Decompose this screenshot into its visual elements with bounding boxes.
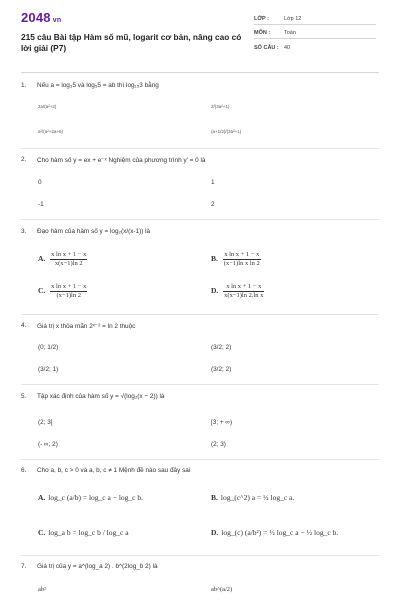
page-title: 215 câu Bài tập Hàm số mũ, logarit cơ bản, nâng cao có lời giải (P7) bbox=[21, 32, 242, 53]
question-number: 4. bbox=[21, 322, 27, 329]
option-d[interactable]: 2 bbox=[211, 201, 215, 208]
option-d[interactable] bbox=[211, 283, 264, 300]
option-fraction bbox=[223, 283, 264, 300]
fraction-denominator: x(x−1)ln 2.ln x bbox=[224, 292, 264, 299]
meta-class-key: LỚP : bbox=[254, 16, 269, 22]
option-letter: A. bbox=[38, 254, 46, 264]
option-expression: log_(c) (a/b²) = ½ log_c a − ½ log_c b. bbox=[221, 528, 339, 537]
option-b[interactable]: [3; + ∞) bbox=[211, 419, 233, 426]
option-letter: A. bbox=[38, 493, 46, 502]
option-letter: C. bbox=[38, 286, 46, 296]
question-number: 1. bbox=[21, 82, 27, 89]
option-a[interactable]: 2a/(a²+2) bbox=[38, 104, 57, 109]
site-logo[interactable] bbox=[21, 10, 61, 25]
question-number: 5. bbox=[21, 393, 27, 400]
logo-text: 2048 bbox=[21, 10, 51, 25]
fraction-numerator: x ln x + 1 − x bbox=[223, 283, 264, 292]
option-c[interactable]: -1 bbox=[38, 201, 44, 208]
question-text: Tập xác định của hàm số y = √(log₂(x − 2)) là bbox=[37, 393, 165, 400]
fraction-numerator: x ln x + 1 − x bbox=[51, 283, 87, 290]
option-fraction bbox=[50, 251, 87, 268]
option-b[interactable]: 2/(3a²+1) bbox=[211, 104, 230, 109]
option-letter: D. bbox=[211, 528, 219, 537]
option-expression: log_(c^2) a = ½ log_c a. bbox=[220, 493, 295, 502]
fraction-denominator: (x−1)ln 2 bbox=[56, 292, 81, 299]
option-letter: D. bbox=[211, 286, 219, 296]
question-divider bbox=[21, 555, 379, 556]
option-fraction bbox=[223, 251, 261, 268]
option-a[interactable] bbox=[38, 251, 87, 268]
logo-suffix: vn bbox=[52, 17, 62, 24]
option-b[interactable] bbox=[211, 493, 294, 502]
fraction-denominator: x(x−1)ln 2 bbox=[54, 260, 83, 267]
question-divider bbox=[21, 314, 379, 315]
option-d[interactable]: (a+1/2)/(3a²+1) bbox=[211, 129, 242, 134]
meta-divider bbox=[254, 24, 376, 25]
question-number: 6. bbox=[21, 467, 27, 474]
option-a[interactable]: ab² bbox=[38, 586, 46, 593]
question-text: Giá trị của y = a^(log_a 2) . b^(2log_b 2) là bbox=[37, 563, 158, 570]
option-b[interactable]: 1 bbox=[211, 179, 215, 186]
question-divider bbox=[21, 219, 379, 220]
option-b[interactable]: ab^(a/2) bbox=[211, 586, 233, 593]
option-a[interactable]: (2; 3] bbox=[38, 419, 53, 426]
option-c[interactable] bbox=[38, 528, 129, 537]
page-header bbox=[0, 0, 400, 70]
option-c[interactable]: a²/(a²+2a+6) bbox=[38, 129, 64, 134]
question-text: Cho a, b, c > 0 và a, b, c ≠ 1 Mệnh đề nào sau đây sai bbox=[37, 467, 191, 474]
fraction-numerator: x ln x + 1 − x bbox=[51, 251, 87, 258]
question-number: 7. bbox=[21, 563, 27, 570]
fraction-denominator: (x−1)ln x ln 2 bbox=[223, 260, 260, 267]
option-b[interactable] bbox=[211, 251, 261, 268]
option-fraction bbox=[50, 283, 87, 300]
header-divider bbox=[21, 72, 379, 73]
question-number: 3. bbox=[21, 228, 27, 235]
option-letter: B. bbox=[211, 254, 218, 264]
question-divider bbox=[21, 459, 379, 460]
question-number: 2. bbox=[21, 156, 27, 163]
option-c[interactable]: (3/2; 1) bbox=[38, 366, 59, 373]
question-divider bbox=[21, 384, 379, 385]
option-letter: C. bbox=[38, 528, 46, 537]
option-c[interactable] bbox=[38, 283, 87, 300]
option-a[interactable]: 0 bbox=[38, 179, 42, 186]
question-text: Cho hàm số y = ex + e⁻ˣ Nghiệm của phương trình y' = 0 là bbox=[37, 157, 206, 164]
option-d[interactable] bbox=[211, 528, 338, 537]
option-d[interactable]: (3/2; 2) bbox=[211, 366, 232, 373]
meta-subject-key: MÔN : bbox=[254, 30, 271, 36]
question-text: Đạo hàm của hàm số y = log₂(x/(x-1)) là bbox=[37, 228, 151, 235]
option-c[interactable]: (- ∞; 2) bbox=[38, 441, 58, 448]
option-a[interactable] bbox=[38, 493, 143, 502]
option-d[interactable]: (2; 3) bbox=[211, 441, 226, 448]
meta-class-value: Lớp 12 bbox=[284, 16, 302, 22]
meta-divider bbox=[254, 38, 376, 39]
option-expression: log_c (a/b) = log_c a − log_c b. bbox=[48, 493, 143, 502]
meta-count-key: SỐ CÂU : bbox=[254, 45, 279, 51]
meta-count-value: 40 bbox=[284, 45, 291, 51]
option-letter: B. bbox=[211, 493, 218, 502]
fraction-numerator: x ln x + 1 − x bbox=[224, 251, 260, 258]
option-expression: log_a b = log_c b / log_c a bbox=[48, 528, 129, 537]
option-a[interactable]: (0; 1/2) bbox=[38, 344, 59, 351]
question-text: Nếu a = log₃5 và log₅5 = ab thì log₁₅3 bằng bbox=[37, 82, 159, 89]
meta-subject-value: Toán bbox=[284, 30, 296, 36]
option-b[interactable]: (3/2; 2) bbox=[211, 344, 232, 351]
question-divider bbox=[21, 148, 379, 149]
question-text: Giá trị x thỏa mãn 2ˣ⁻² = ln 2 thuộc bbox=[37, 323, 136, 330]
